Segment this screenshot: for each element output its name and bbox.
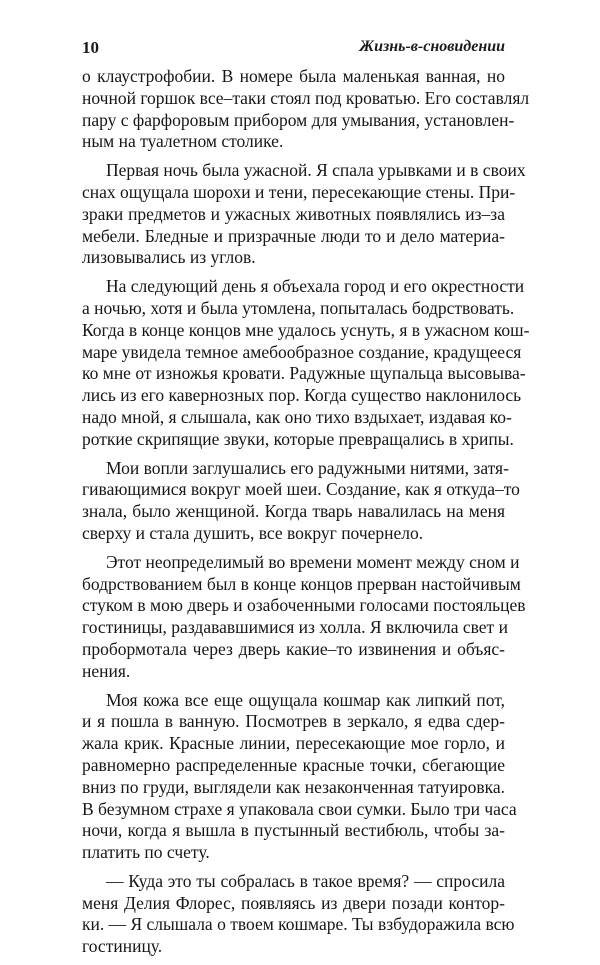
paragraph bbox=[82, 870, 515, 958]
text-line: Первая ночь была ужасной. Я спала урывками и в своих bbox=[106, 160, 526, 181]
text-line: равномерно распределенные красные точки, сбегающие bbox=[82, 754, 505, 775]
text-line: нения. bbox=[82, 660, 131, 681]
text-line: и я пошла в ванную. Посмотрев в зеркало, я едва сдер- bbox=[82, 711, 505, 732]
text-line: гивающимися вокруг моей шеи. Создание, как я откуда–то bbox=[82, 479, 520, 500]
text-line: стуком в мою дверь и озабоченными голосами постояльцев bbox=[82, 595, 526, 616]
text-line: лись из его кавернозных пор. Когда существо наклонилось bbox=[82, 385, 522, 406]
text-line: платить по счету. bbox=[82, 842, 210, 863]
text-line: вниз по груди, выглядели как незаконченная татуировка. bbox=[82, 776, 505, 797]
text-line: а ночью, хотя и была утомлена, попыталась бодрствовать. bbox=[82, 297, 515, 318]
text-line: гостиницы, раздававшимися из холла. Я включила свет и bbox=[82, 617, 508, 638]
text-line: ко мне от изножья кровати. Радужные щупальца высовыва- bbox=[82, 363, 526, 384]
text-line: ным на туалетном столике. bbox=[82, 131, 284, 152]
text-line: Когда в конце концов мне удалось уснуть, я в ужасном кош- bbox=[82, 319, 530, 340]
paragraph bbox=[82, 276, 530, 450]
text-line: бодрствованием был в конце концов прерван настойчивым bbox=[82, 573, 521, 594]
text-line: пробормотала через дверь какие–то извинения и объяс- bbox=[82, 638, 505, 659]
text-line: В безумном страхе я упаковала свои сумки. Было три часа bbox=[82, 798, 517, 819]
paragraph bbox=[82, 551, 526, 683]
text-line: ки. — Я слышала о твоем кошмаре. Ты взбудоражила всю bbox=[82, 914, 515, 935]
text-line: мебели. Бледные и призрачные люди то и дело материа- bbox=[82, 225, 505, 246]
text-line: меня Делия Флорес, появляясь из двери позади контор- bbox=[82, 892, 505, 913]
text-line: Этот неопределимый во времени момент между сном и bbox=[106, 551, 520, 572]
paragraph bbox=[82, 457, 520, 545]
text-line: зраки предметов и ужасных животных появлялись из–за bbox=[82, 203, 505, 224]
running-head: Жизнь-в-сновидении bbox=[359, 38, 505, 55]
text-line: жала крик. Красные линии, пересекающие мое горло, и bbox=[82, 733, 505, 754]
text-line: ночной горшок все–таки стоял под кроватью. Его составлял bbox=[82, 87, 530, 108]
text-line: — Куда это ты собралась в такое время? — спросила bbox=[106, 870, 505, 891]
text-line: снах ощущала шорохи и тени, пересекающие стены. При- bbox=[82, 181, 516, 202]
text-line: Моя кожа все еще ощущала кошмар как липкий пот, bbox=[106, 689, 505, 710]
paragraph bbox=[82, 689, 517, 864]
paragraph bbox=[82, 160, 526, 269]
text-line: Мои вопли заглушались его радужными нитями, затя- bbox=[106, 457, 509, 478]
text-line: сверху и стала душить, все вокруг почернело. bbox=[82, 522, 424, 543]
paragraph bbox=[82, 66, 530, 153]
text-line: надо мной, я слышала, как оно тихо вздыхает, издавая ко- bbox=[82, 406, 512, 427]
text-line: маре увидела темное амебообразное создание, крадущееся bbox=[82, 341, 522, 362]
text-line: о клаустрофобии. В номере была маленькая ванная, но bbox=[82, 66, 505, 86]
text-line: ночи, когда я вышла в пустынный вестибюль, чтобы за- bbox=[82, 820, 505, 841]
text-line: гостиницу. bbox=[82, 936, 163, 957]
text-line: роткие скрипящие звуки, которые превращались в хрипы. bbox=[82, 428, 514, 449]
text-line: На следующий день я объехала город и его окрестности bbox=[106, 276, 525, 297]
page-header bbox=[82, 38, 505, 58]
text-line: лизовывались из углов. bbox=[82, 247, 256, 268]
text-line: пару с фарфоровым прибором для умывания, установлен- bbox=[82, 109, 515, 130]
text-line: знала, было женщиной. Когда тварь навалилась на меня bbox=[82, 501, 505, 522]
body-text bbox=[82, 66, 530, 965]
page-number: 10 bbox=[82, 38, 99, 57]
